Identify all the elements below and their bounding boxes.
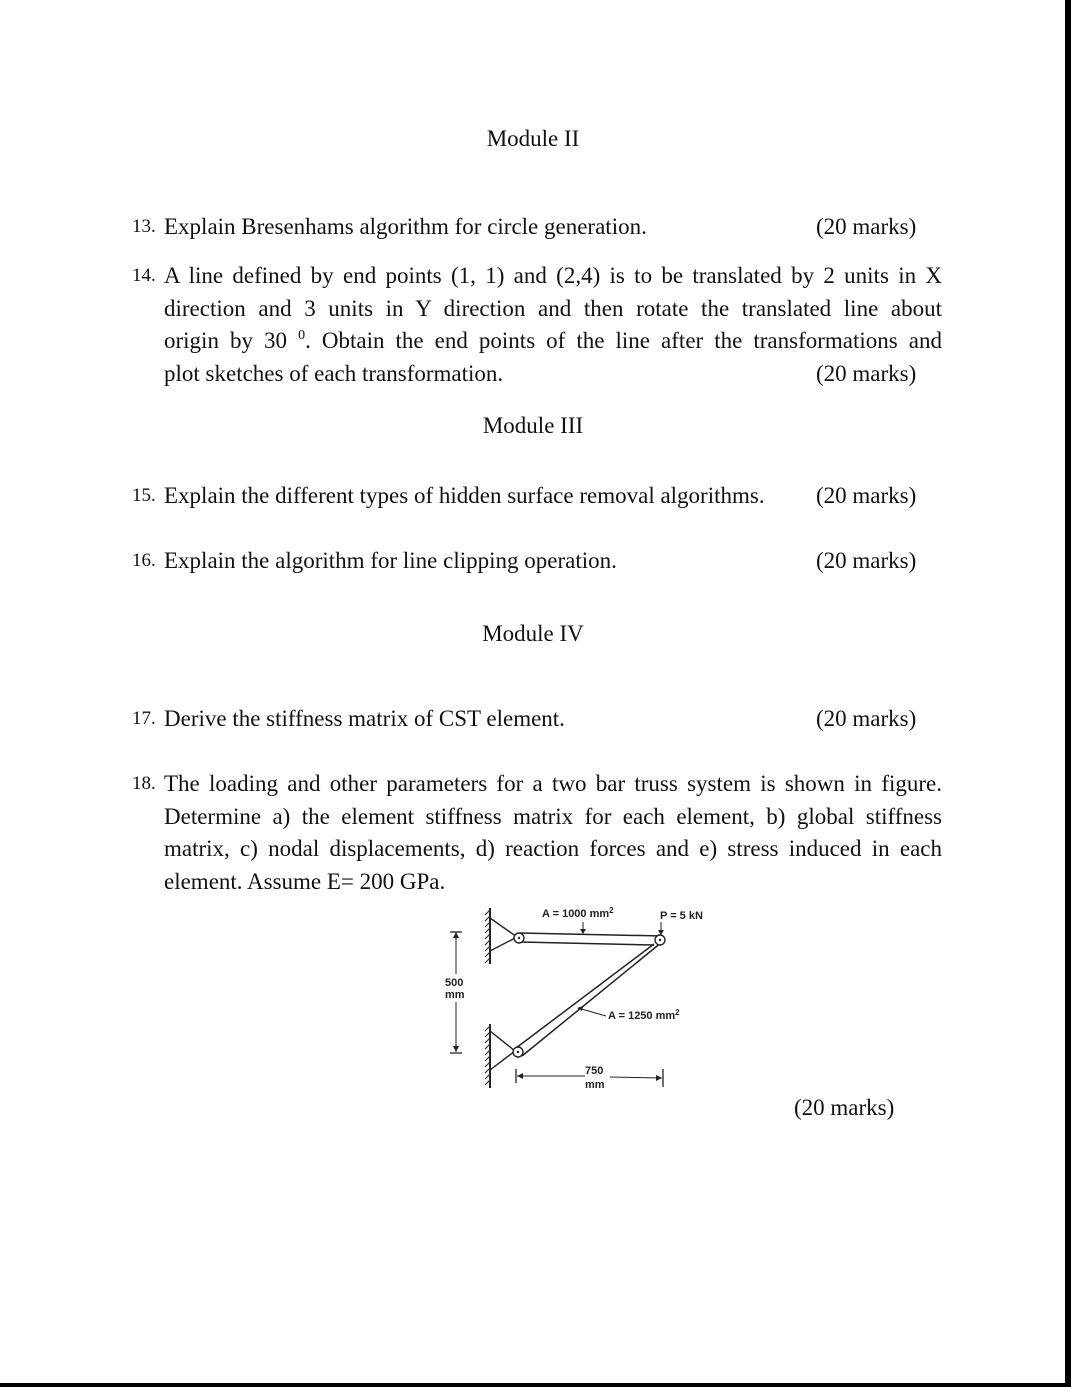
- marks-q18: (20 marks): [794, 1095, 895, 1120]
- question-text-line: plot sketches of each transformation.: [164, 360, 504, 386]
- degree-superscript: 0: [298, 328, 306, 343]
- question-number: 17.: [132, 708, 156, 729]
- label-area-top: A = 1000 $mm^2$: [542, 906, 614, 920]
- label-height-unit: mm: [445, 989, 465, 1001]
- question-text-line: matrix, c) nodal displacements, d) reaction forces and e) stress induced in each: [164, 836, 942, 861]
- question-text-fragment: . Obtain the end points of the line after the transformations and: [305, 328, 942, 353]
- module-heading-iii: Module III: [482, 413, 584, 438]
- label-load: P = 5 kN: [660, 910, 703, 922]
- question-text: Explain the algorithm for line clipping operation.: [164, 548, 617, 573]
- page-border-bottom: [0, 1383, 1071, 1387]
- label-area-diagonal: A = 1250 $mm^2$: [608, 1008, 680, 1022]
- question-18: [132, 768, 942, 898]
- label-height-value: 500: [445, 977, 464, 989]
- question-text: Explain Bresenhams algorithm for circle generation.: [164, 214, 647, 239]
- question-text: Derive the stiffness matrix of CST element.: [164, 706, 565, 731]
- question-text-line: [164, 325, 942, 358]
- question-number: 14.: [132, 265, 156, 286]
- module-heading-iv: Module IV: [482, 621, 584, 646]
- marks-q16: (20 marks): [816, 548, 917, 573]
- question-number: 15.: [132, 485, 156, 506]
- marks-q15: (20 marks): [816, 483, 917, 508]
- question-text-line: A line defined by end points (1, 1) and (2,4) is to be translated by 2 units in X: [164, 263, 942, 288]
- marks-q13: (20 marks): [816, 214, 917, 239]
- marks-q14: (20 marks): [816, 361, 917, 386]
- marks-q17: (20 marks): [816, 706, 917, 731]
- question-text-line: The loading and other parameters for a two bar truss system is shown in figure.: [164, 771, 942, 796]
- question-text-line: element. Assume E= 200 GPa.: [164, 868, 446, 894]
- module-heading-ii: Module II: [486, 126, 580, 151]
- label-width-value: 750: [585, 1065, 604, 1077]
- question-number: 16.: [132, 550, 156, 571]
- question-text: Explain the different types of hidden surface removal algorithms.: [164, 483, 765, 508]
- question-text-line: direction and 3 units in Y direction and then rotate the translated line about: [164, 295, 942, 321]
- label-width-unit: mm: [585, 1079, 605, 1091]
- question-number: 18.: [132, 773, 156, 794]
- page-border-right: [1065, 0, 1071, 1387]
- question-text-fragment: origin by 30: [164, 328, 288, 353]
- two-bar-truss-figure: [440, 898, 730, 1098]
- question-text-line: Determine a) the element stiffness matrix for each element, b) global stiffness: [164, 803, 942, 829]
- question-number: 13.: [132, 216, 156, 237]
